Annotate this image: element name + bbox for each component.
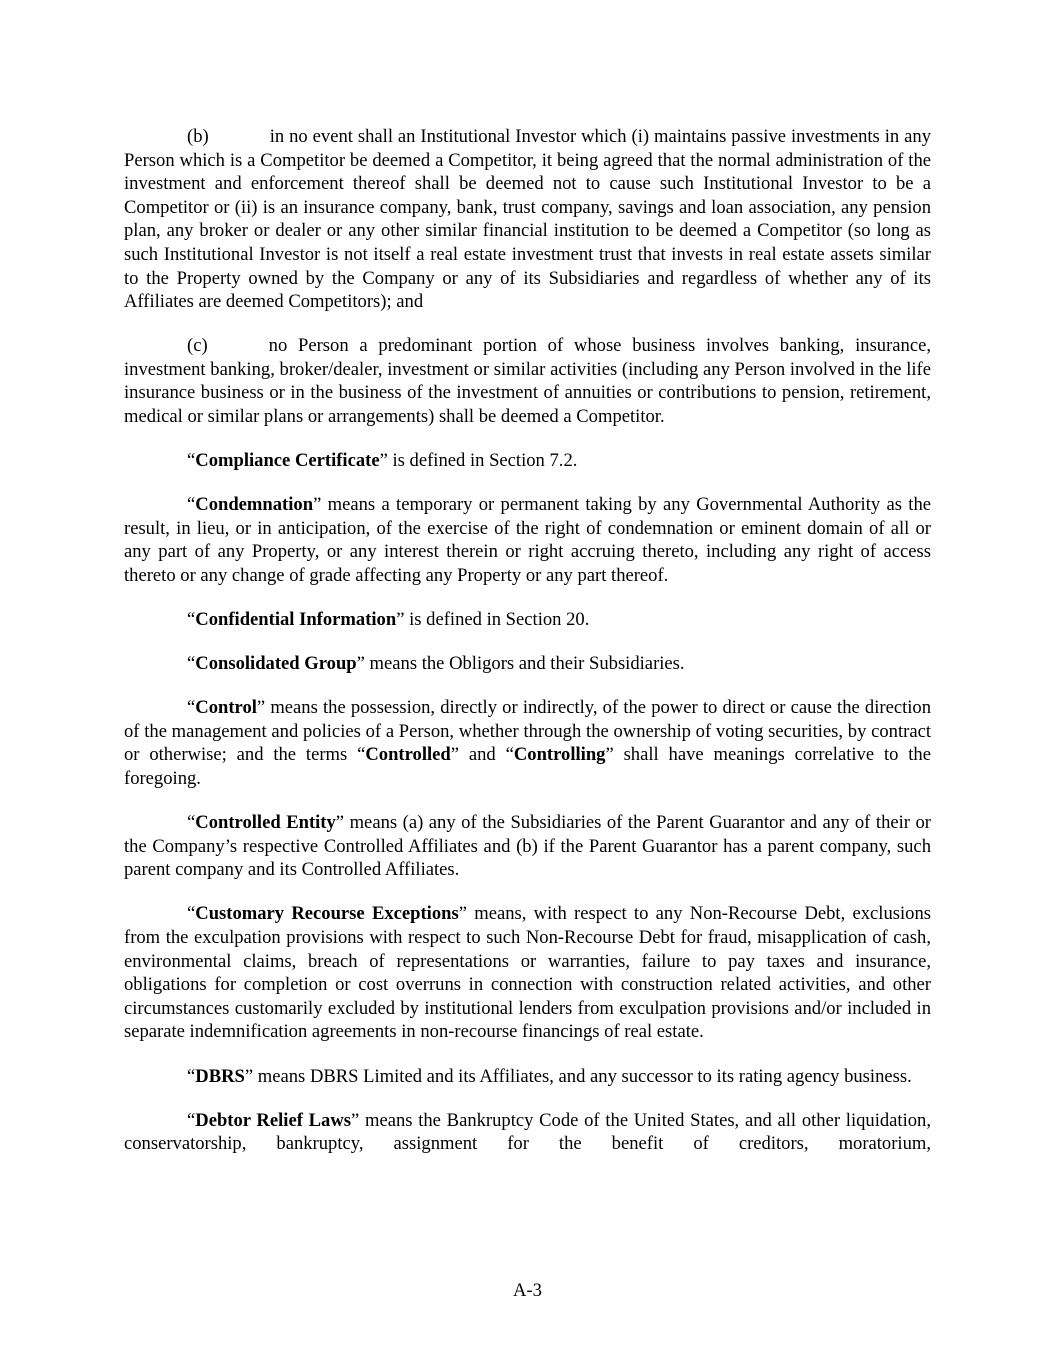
definition-control: “Control” means the possession, directly or indirectly, of the power to direct or cause the direction of the management and policies of a Person, whether through the ownership of voting securities, by contract or otherwise; and the terms “Controlled” and “Controlling” shall have meanings correlative to the foregoing. bbox=[124, 697, 931, 790]
defined-term: Customary Recourse Exceptions bbox=[195, 903, 459, 925]
definition-text: means a temporary or permanent taking by any Governmental Authority as the result, in lieu, or in anticipation, of the exercise of the right of condemnation or eminent domain of all or any part of any Property, or any interest therein or right accruing thereto, including any right of access thereto or any change of grade affecting any Property or any part thereof. bbox=[124, 494, 931, 586]
paragraph-c-label: (c) bbox=[187, 335, 208, 357]
definition-text-tail: shall have meanings correlative to the foregoing. bbox=[124, 744, 931, 790]
paragraph-c bbox=[124, 334, 931, 428]
document-page bbox=[124, 125, 931, 1176]
defined-term: Consolidated Group bbox=[195, 653, 357, 675]
definition-text: means, with respect to any Non-Recourse Debt, exclusions from the exculpation provisions with respect to such Non-Recourse Debt for fraud, misapplication of cash, environmental claims, breach of representations or warranties, failure to pay taxes and insurance, obligations for completion or cost overruns in connection with construction related activities, and other circumstances customarily excluded by institutional lenders from exculpation provisions and/or included in separate indemnification agreements in non-recourse financings of real estate. bbox=[124, 903, 931, 1043]
defined-term: Controlled Entity bbox=[195, 812, 336, 834]
paragraph-b-label: (b) bbox=[187, 126, 209, 147]
definition-text: is defined in Section 20. bbox=[404, 609, 590, 631]
definition-text: means DBRS Limited and its Affiliates, and any successor to its rating agency business. bbox=[253, 1065, 912, 1087]
paragraph-c-text: no Person a predominant portion of whose business involves banking, insurance, investment banking, broker/dealer, investment or similar activities (including any Person involved in the life insurance business or in the business of the investment of annuities or contributions to pension, retirement, medical or similar plans or arrangements) shall be deemed a Competitor. bbox=[124, 335, 931, 428]
definition-controlled-entity: “Controlled Entity” means (a) any of the Subsidiaries of the Parent Guarantor and any of their or the Company’s respective Controlled Affiliates and (b) if the Parent Guarantor has a parent company, such parent company and its Controlled Affiliates. bbox=[124, 812, 932, 881]
definition-customary-recourse-exceptions: “Customary Recourse Exceptions” means, with respect to any Non-Recourse Debt, exclusions from the exculpation provisions with respect to such Non-Recourse Debt for fraud, misapplication of cash, environmental claims, breach of representations or warranties, failure to pay taxes and insurance, obligations for completion or cost overruns in connection with construction related activities, and other circumstances customarily excluded by institutional lenders from exculpation provisions and/or included in separate indemnification agreements in non-recourse financings of real estate. bbox=[124, 903, 931, 1043]
definition-text: is defined in Section 7.2. bbox=[387, 450, 578, 472]
defined-term: Control bbox=[195, 697, 257, 719]
definition-debtor-relief-laws: “Debtor Relief Laws” means the Bankruptcy Code of the United States, and all other liquidation, conservatorship, bankruptcy, assignment for the benefit of creditors, moratorium, bbox=[124, 1109, 931, 1155]
definition-text: means the Obligors and their Subsidiaries. bbox=[364, 653, 685, 675]
definition-text: means the possession, directly or indirectly, of the power to direct or cause the direction of the management and policies of a Person, whether through the ownership of voting securities, by contract or otherwise; and the terms bbox=[124, 697, 931, 766]
defined-term-controlled: Controlled bbox=[365, 744, 451, 766]
defined-term: Condemnation bbox=[195, 494, 314, 516]
defined-term: Debtor Relief Laws bbox=[195, 1109, 351, 1131]
paragraph-b bbox=[124, 125, 931, 314]
defined-term: DBRS bbox=[195, 1065, 245, 1087]
definition-text: means (a) any of the Subsidiaries of the Parent Guarantor and any of their or the Company’s respective Controlled Affiliates and (b) if the Parent Guarantor has a parent company, such parent company and its Controlled Affiliates. bbox=[124, 812, 932, 881]
definition-text: means the Bankruptcy Code of the United States, and all other liquidation, conservatorship, bankruptcy, assignment for the benefit of creditors, moratorium, bbox=[124, 1109, 931, 1155]
page-number: A-3 bbox=[513, 1280, 542, 1301]
definition-dbrs: “DBRS” means DBRS Limited and its Affiliates, and any successor to its rating agency business. bbox=[187, 1065, 912, 1087]
paragraph-b-text: in no event shall an Institutional Investor which (i) maintains passive investments in any Person which is a Competitor be deemed a Competitor, it being agreed that the normal administration of the investment and enforcement thereof shall be deemed not to cause such Institutional Investor to be a Competitor or (ii) is an insurance company, bank, trust company, savings and loan association, any pension plan, any broker or dealer or any other similar financial institution to be deemed a Competitor (so long as such Institutional Investor is not itself a real estate investment trust that invests in real estate assets similar to the Property owned by the Company or any of its Subsidiaries and regardless of whether any of its Affiliates are deemed Competitors); and bbox=[124, 126, 931, 313]
defined-term: Compliance Certificate bbox=[195, 450, 380, 472]
defined-term: Confidential Information bbox=[195, 609, 397, 631]
definition-condemnation: “Condemnation” means a temporary or permanent taking by any Governmental Authority as the result, in lieu, or in anticipation, of the exercise of the right of condemnation or eminent domain of all or any part of any Property, or any interest therein or right accruing thereto, including any right of access thereto or any change of grade affecting any Property or any part thereof. bbox=[124, 494, 931, 586]
definition-consolidated-group: “Consolidated Group” means the Obligors and their Subsidiaries. bbox=[187, 653, 685, 675]
definition-compliance-certificate: “Compliance Certificate” is defined in Section 7.2. bbox=[187, 450, 578, 472]
definition-text-and: and bbox=[459, 744, 506, 766]
definition-confidential-information: “Confidential Information” is defined in Section 20. bbox=[187, 609, 590, 631]
defined-term-controlling: Controlling bbox=[513, 744, 606, 766]
